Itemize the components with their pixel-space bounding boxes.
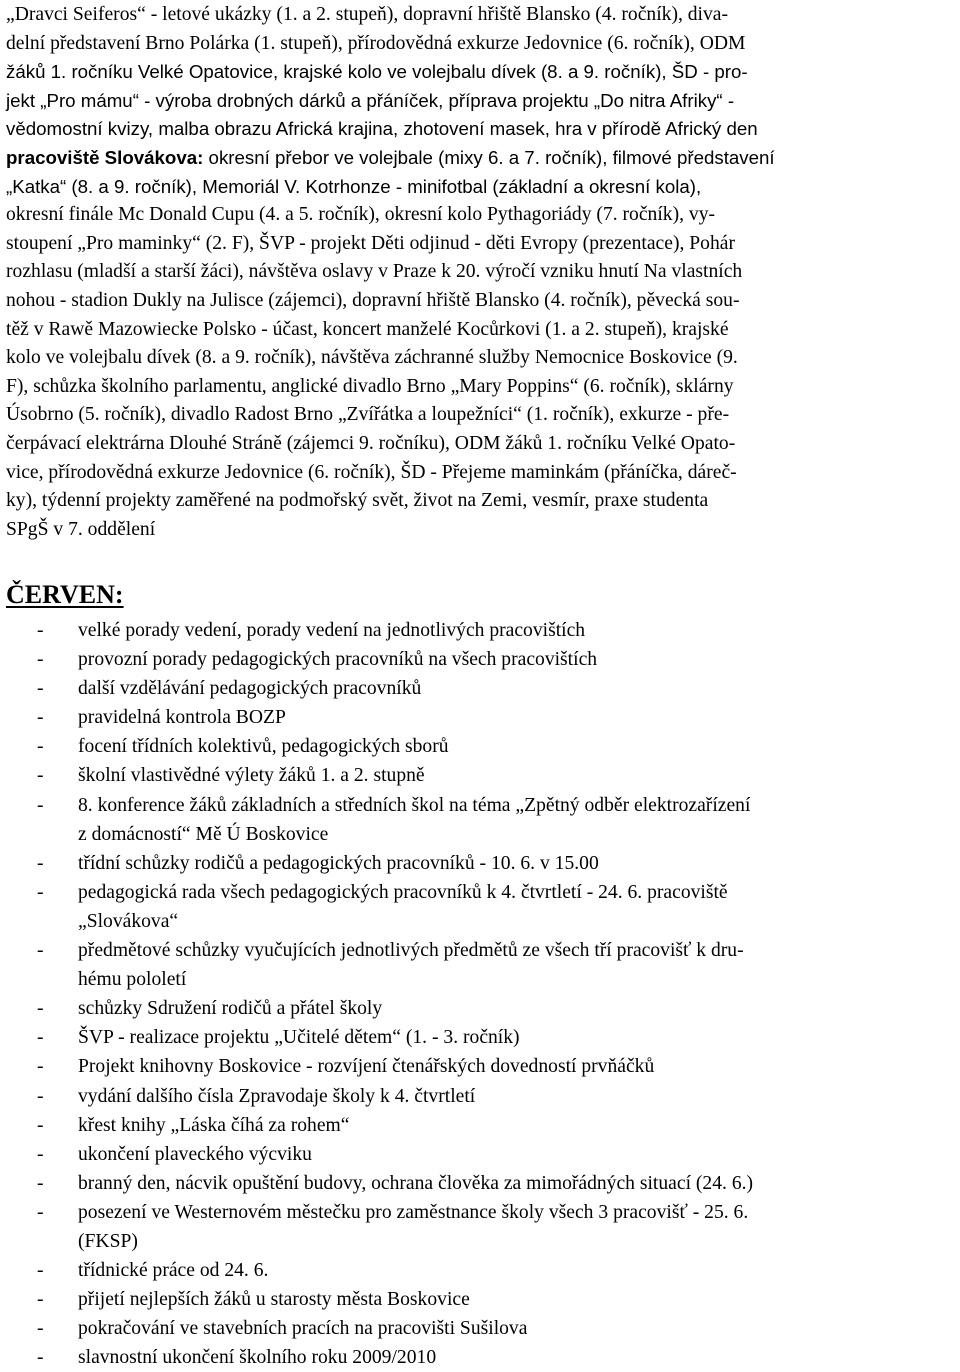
bullet-dash: - [37,1201,44,1223]
intro-text-run: kolo ve volejbalu dívek (8. a 9. ročník), návštěva záchranné služby Nemocnice Boskovice (9. [6,347,738,369]
list-item [6,1082,954,1111]
list-item-text: křest knihy „Láska číhá za rohem“ [78,1114,350,1136]
bullet-dash: - [37,794,44,816]
list-item-text: přijetí nejlepších žáků u starosty města Boskovice [78,1289,470,1311]
section-heading-cerven: ČERVEN: [6,580,124,609]
bullet-dash: - [37,940,44,962]
intro-text-run: „Katka“ (8. a 9. ročník), Memoriál V. Kotrhonze - minifotbal (základní a okresní kola), [6,175,702,197]
list-item-text: vydání dalšího čísla Zpravodaje školy k 4. čtvrtletí [78,1085,476,1107]
intro-line [6,401,954,430]
intro-line [6,87,954,116]
list-item [6,1023,954,1052]
bullet-dash: - [37,1056,44,1078]
list-item-text: focení třídních kolektivů, pedagogických sborů [78,736,449,758]
bullet-dash: - [37,1085,44,1107]
intro-text-run: delní představení Brno Polárka (1. stupeň), přírodovědná exkurze Jedovnice (6. ročník), ODM [6,32,746,54]
intro-text-run: vice, přírodovědná exkurze Jedovnice (6. ročník), ŠD - Přejeme maminkám (přáníčka, dáreč- [6,461,737,483]
intro-paragraph [6,0,954,544]
list-item-text: školní vlastivědné výlety žáků 1. a 2. stupně [78,765,425,787]
intro-line [6,487,954,516]
list-item-text: posezení ve Westernovém městečku pro zaměstnance školy všech 3 pracovišť - 25. 6. [78,1201,749,1223]
list-item [6,703,954,732]
intro-line [6,173,954,202]
list-item [6,1256,954,1285]
list-item-text: provozní porady pedagogických pracovníků na všech pracovištích [78,649,598,671]
list-item-text: pokračování ve stavebních pracích na pracovišti Sušilova [78,1318,528,1340]
intro-line [6,344,954,373]
intro-text-run: vědomostní kvizy, malba obrazu Africká krajina, zhotovení masek, hra v přírodě Africký den [6,118,758,140]
list-item [6,761,954,790]
list-item [6,878,954,936]
list-item [6,1111,954,1140]
list-item-text: třídní schůzky rodičů a pedagogických pracovníků - 10. 6. v 15.00 [78,852,599,874]
list-item-text: předmětové schůzky vyučujících jednotlivých předmětů ze všech tří pracovišť k dru- [78,940,744,962]
bullet-dash: - [37,1347,44,1369]
bullet-dash: - [37,736,44,758]
intro-text-run: ky), týdenní projekty zaměřené na podmořský svět, život na Zemi, vesmír, praxe studenta [6,490,709,512]
list-item-text: ukončení plaveckého výcviku [78,1143,312,1165]
intro-text-run: SPgŠ v 7. oddělení [6,518,156,540]
june-task-list [6,616,954,1372]
bullet-dash: - [37,1143,44,1165]
intro-text-run: okresní přebor ve volejbale (mixy 6. a 7. ročník), filmové představení [203,146,775,168]
list-item [6,1169,954,1198]
intro-line [6,287,954,316]
bullet-dash: - [37,1260,44,1282]
list-item-text: 8. konference žáků základních a středních škol na téma „Zpětný odběr elektrozařízení [78,794,751,816]
intro-line [6,1,954,30]
list-item-text: schůzky Sdružení rodičů a přátel školy [78,998,383,1020]
intro-line [6,230,954,259]
list-item-text: Projekt knihovny Boskovice - rozvíjení čtenářských dovedností prvňáčků [78,1056,655,1078]
list-item-text: další vzdělávání pedagogických pracovníků [78,678,422,700]
bullet-dash: - [37,852,44,874]
bullet-dash: - [37,1027,44,1049]
intro-line [6,373,954,402]
intro-line [6,430,954,459]
intro-text-run: okresní finále Mc Donald Cupu (4. a 5. ročník), okresní kolo Pythagoriády (7. ročník), vy- [6,204,716,226]
bullet-dash: - [37,998,44,1020]
list-item [6,791,954,849]
list-item-text: ŠVP - realizace projektu „Učitelé dětem“ (1. - 3. ročník) [78,1027,520,1049]
list-item [6,1314,954,1343]
intro-text-run: pracoviště Slovákova: [6,146,204,168]
list-item-text: branný den, nácvik opuštění budovy, ochrana člověka za mimořádných situací (24. 6.) [78,1172,754,1194]
intro-text-run: čerpávací elektrárna Dlouhé Stráně (zájemci 9. ročníku), ODM žáků 1. ročníku Velké Opato- [6,432,736,454]
intro-text-run: žáků 1. ročníku Velké Opatovice, krajské kolo ve volejbalu dívek (8. a 9. ročník), ŠD - pro- [6,61,748,83]
intro-line [6,30,954,59]
list-item-text: pravidelná kontrola BOZP [78,707,286,729]
list-item-text: (FKSP) [78,1230,138,1252]
list-item [6,1343,954,1372]
list-item [6,849,954,878]
list-item [6,1052,954,1081]
intro-line [6,201,954,230]
list-item [6,674,954,703]
list-item [6,616,954,645]
list-item-text: slavnostní ukončení školního roku 2009/2010 [78,1347,437,1369]
list-item-text: „Slovákova“ [78,910,179,932]
intro-line [6,144,954,173]
intro-line [6,459,954,488]
bullet-dash: - [37,649,44,671]
bullet-dash: - [37,1114,44,1136]
list-item [6,732,954,761]
list-item [6,645,954,674]
intro-line [6,115,954,144]
intro-line [6,258,954,287]
bullet-dash: - [37,707,44,729]
list-item [6,936,954,994]
document-page [6,0,954,1369]
bullet-dash: - [37,881,44,903]
list-item-text: třídnické práce od 24. 6. [78,1260,269,1282]
bullet-dash: - [37,1172,44,1194]
list-item [6,1198,954,1256]
list-item-text: velké porady vedení, porady vedení na jednotlivých pracovištích [78,620,586,641]
list-item [6,1285,954,1314]
intro-text-run: F), schůzka školního parlamentu, anglické divadlo Brno „Mary Poppins“ (6. ročník), sklárny [6,375,734,397]
bullet-dash: - [37,620,44,641]
list-item [6,994,954,1023]
intro-line [6,516,954,545]
bullet-dash: - [37,765,44,787]
intro-line [6,316,954,345]
intro-line [6,58,954,87]
intro-text-run: stoupení „Pro maminky“ (2. F), ŠVP - projekt Děti odjinud - děti Evropy (prezentace), Pohár [6,232,735,254]
bullet-dash: - [37,678,44,700]
list-item-text: pedagogická rada všech pedagogických pracovníků k 4. čtvrtletí - 24. 6. pracoviště [78,881,728,903]
list-item-text: hému pololetí [78,969,187,991]
intro-text-run: jekt „Pro mámu“ - výroba drobných dárků a přáníček, příprava projektu „Do nitra Afriky“ - [6,89,735,111]
intro-text-run: těž v Rawě Mazowiecke Polsko - účast, koncert manželé Kocůrkovi (1. a 2. stupeň), krajské [6,318,729,340]
list-item [6,1140,954,1169]
bullet-dash: - [37,1318,44,1340]
list-item-text: z domácností“ Mě Ú Boskovice [78,823,329,845]
intro-text-run: Úsobrno (5. ročník), divadlo Radost Brno „Zvířátka a loupežníci“ (1. ročník), exkurze - pře- [6,404,730,426]
intro-text-run: rozhlasu (mladší a starší žáci), návštěva oslavy v Praze k 20. výročí vzniku hnutí Na vlastních [6,261,743,283]
bullet-dash: - [37,1289,44,1311]
intro-text-run: nohou - stadion Dukly na Julisce (zájemci), dopravní hřiště Blansko (4. ročník), pěvecká sou- [6,289,740,311]
intro-text-run: „Dravci Seiferos“ - letové ukázky (1. a 2. stupeň), dopravní hřiště Blansko (4. ročník), diva- [6,4,729,25]
